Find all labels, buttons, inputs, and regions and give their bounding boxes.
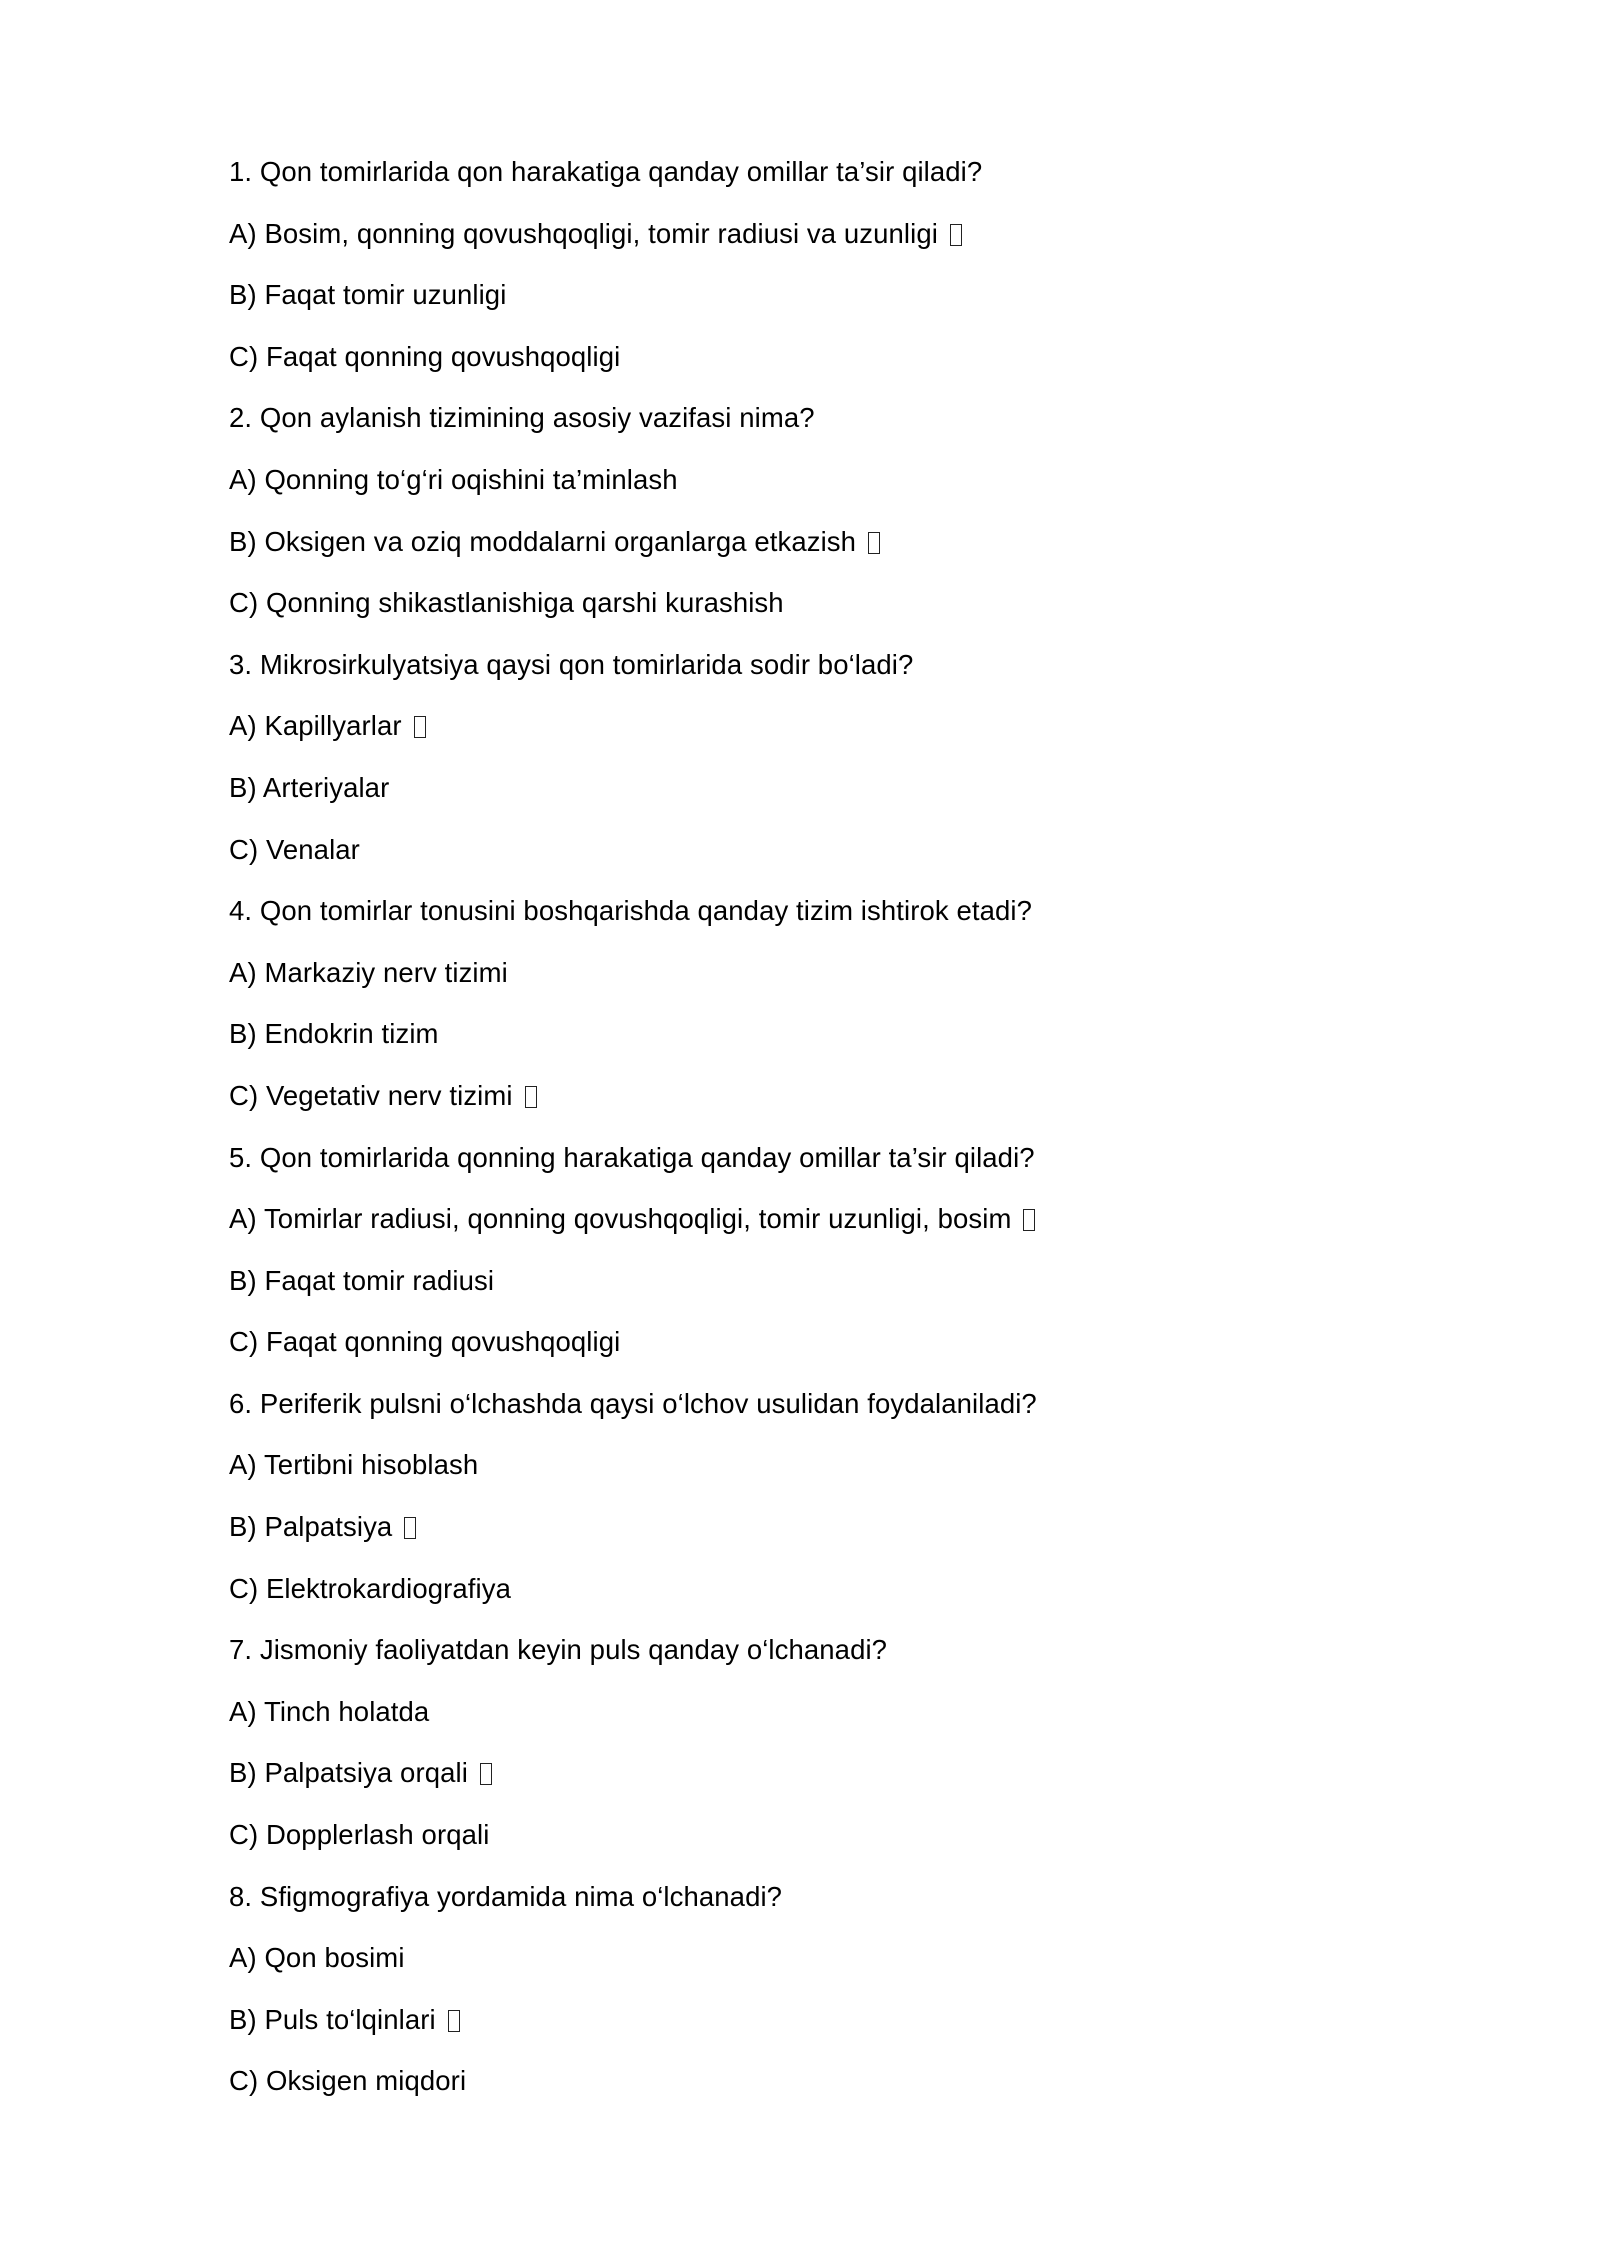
correct-answer-mark-icon xyxy=(1023,1209,1035,1231)
answer-option-label: A) Qonning to‘g‘ri oqishini ta’minlash xyxy=(229,463,678,495)
correct-answer-mark-icon xyxy=(448,2010,460,2032)
answer-option-label: C) Dopplerlash orqali xyxy=(229,1819,490,1851)
question-text: 4. Qon tomirlar tonusini boshqarishda qanday tizim ishtirok etadi? xyxy=(229,895,1032,927)
answer-option xyxy=(229,1072,1429,1134)
answer-option-label: A) Kapillyarlar xyxy=(229,710,402,742)
answer-option-label: A) Tertibni hisoblash xyxy=(229,1449,479,1481)
question-list xyxy=(229,148,1429,2119)
correct-answer-mark-icon xyxy=(525,1086,537,1108)
answer-option-label: A) Markaziy nerv tizimi xyxy=(229,956,508,988)
answer-option xyxy=(229,1195,1429,1257)
question-text: 3. Mikrosirkulyatsiya qaysi qon tomirlarida sodir bo‘ladi? xyxy=(229,648,914,680)
answer-option-label: B) Puls to‘lqinlari xyxy=(229,2003,436,2035)
answer-option xyxy=(229,271,1429,333)
answer-option-label: B) Palpatsiya orqali xyxy=(229,1757,468,1789)
answer-option xyxy=(229,1996,1429,2058)
answer-option-label: B) Oksigen va oziq moddalarni organlarga etkazish xyxy=(229,525,857,557)
answer-option xyxy=(229,1010,1429,1072)
correct-answer-mark-icon xyxy=(414,716,426,738)
answer-option-label: C) Faqat qonning qovushqoqligi xyxy=(229,340,621,372)
answer-option-label: A) Qon bosimi xyxy=(229,1942,405,1974)
answer-option-label: C) Faqat qonning qovushqoqligi xyxy=(229,1326,621,1358)
answer-option-label: C) Oksigen miqdori xyxy=(229,2065,467,2097)
answer-option xyxy=(229,333,1429,395)
answer-option xyxy=(229,1565,1429,1627)
answer-option-label: A) Bosim, qonning qovushqoqligi, tomir radiusi va uzunligi xyxy=(229,217,938,249)
answer-option xyxy=(229,826,1429,888)
correct-answer-mark-icon xyxy=(404,1517,416,1539)
correct-answer-mark-icon xyxy=(480,1763,492,1785)
answer-option-label: A) Tinch holatda xyxy=(229,1695,430,1727)
answer-option xyxy=(229,518,1429,580)
answer-option xyxy=(229,456,1429,518)
answer-option-label: B) Faqat tomir radiusi xyxy=(229,1264,495,1296)
answer-option xyxy=(229,1811,1429,1873)
answer-option-label: B) Arteriyalar xyxy=(229,771,390,803)
answer-option xyxy=(229,1503,1429,1565)
answer-option xyxy=(229,1749,1429,1811)
correct-answer-mark-icon xyxy=(950,224,962,246)
question-text: 8. Sfigmografiya yordamida nima o‘lchanadi? xyxy=(229,1880,783,1912)
answer-option-label: C) Vegetativ nerv tizimi xyxy=(229,1079,513,1111)
question-text: 1. Qon tomirlarida qon harakatiga qanday omillar ta’sir qiladi? xyxy=(229,156,983,187)
answer-option xyxy=(229,1934,1429,1996)
answer-option xyxy=(229,2057,1429,2119)
answer-option xyxy=(229,1318,1429,1380)
answer-option-label: C) Venalar xyxy=(229,833,360,865)
answer-option xyxy=(229,210,1429,272)
answer-option xyxy=(229,579,1429,641)
answer-option-label: B) Faqat tomir uzunligi xyxy=(229,279,507,311)
answer-option xyxy=(229,702,1429,764)
answer-option-label: B) Endokrin tizim xyxy=(229,1018,439,1050)
question-text: 7. Jismoniy faoliyatdan keyin puls qanday o‘lchanadi? xyxy=(229,1634,888,1666)
question-text: 5. Qon tomirlarida qonning harakatiga qanday omillar ta’sir qiladi? xyxy=(229,1141,1035,1173)
answer-option-label: B) Palpatsiya xyxy=(229,1511,393,1543)
answer-option-label: A) Tomirlar radiusi, qonning qovushqoqligi, tomir uzunligi, bosim xyxy=(229,1203,1012,1235)
answer-option-label: C) Qonning shikastlanishiga qarshi kurashish xyxy=(229,587,784,619)
question-text: 6. Periferik pulsni o‘lchashda qaysi o‘lchov usulidan foydalaniladi? xyxy=(229,1387,1037,1419)
answer-option xyxy=(229,1688,1429,1750)
answer-option xyxy=(229,764,1429,826)
correct-answer-mark-icon xyxy=(868,532,880,554)
answer-option xyxy=(229,1257,1429,1319)
answer-option xyxy=(229,1441,1429,1503)
question-text: 2. Qon aylanish tizimining asosiy vazifasi nima? xyxy=(229,402,815,434)
answer-option-label: C) Elektrokardiografiya xyxy=(229,1572,511,1604)
answer-option xyxy=(229,949,1429,1011)
